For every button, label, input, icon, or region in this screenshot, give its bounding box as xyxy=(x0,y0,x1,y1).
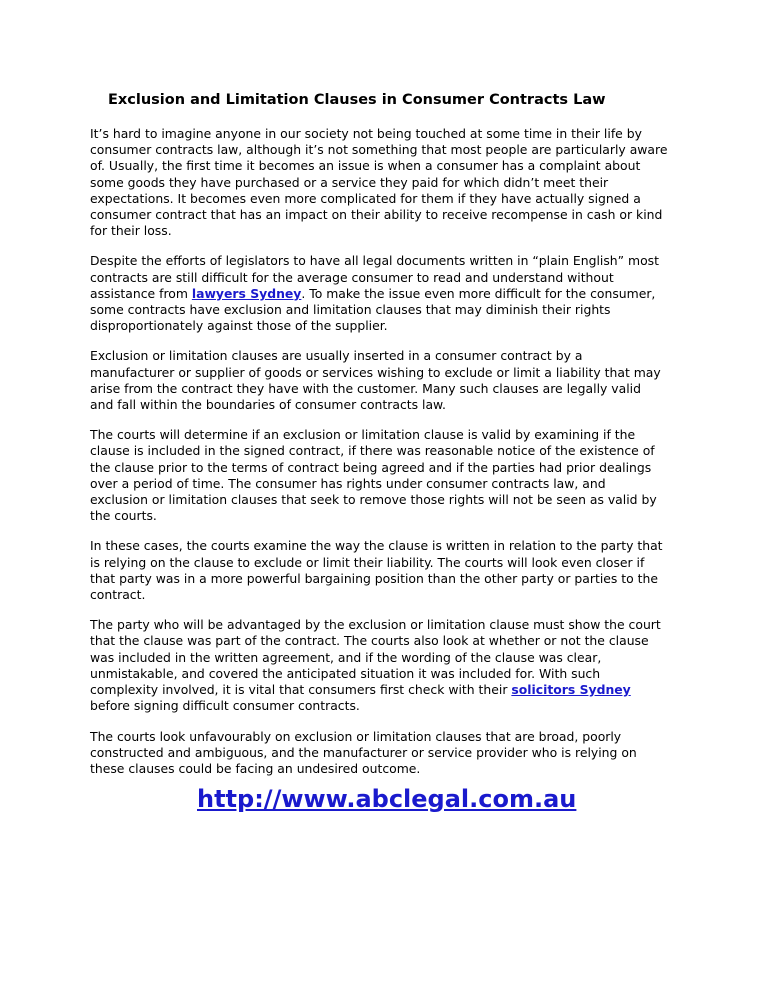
paragraph-line: clause is included in the signed contract, if there was reasonable notice of the existence of xyxy=(90,443,655,459)
paragraph-line: over a period of time. The consumer has rights under consumer contracts law, and xyxy=(90,475,606,491)
text-segment: . To make the issue even more difficult for the consumer, xyxy=(301,285,656,301)
paragraph-line: before signing difficult consumer contracts. xyxy=(90,698,360,714)
paragraph-line: these clauses could be facing an undesired outcome. xyxy=(90,760,421,776)
paragraph-line: The courts will determine if an exclusion or limitation clause is valid by examining if the xyxy=(90,427,636,443)
paragraph-line: was included in the written agreement, and if the wording of the clause was clear, xyxy=(90,649,602,665)
paragraph-line: manufacturer or supplier of goods or services wishing to exclude or limit a liability that may xyxy=(90,364,661,380)
paragraph-line: Despite the efforts of legislators to have all legal documents written in “plain English” most xyxy=(90,253,659,269)
paragraph-line: exclusion or limitation clauses that seek to remove those rights will not be seen as valid by xyxy=(90,492,657,508)
paragraph-line: some contracts have exclusion and limitation clauses that may diminish their rights xyxy=(90,302,611,318)
paragraph-line: that party was in a more powerful bargaining position than the other party or parties to the xyxy=(90,570,658,586)
lawyers-sydney-link[interactable]: lawyers Sydney xyxy=(191,285,302,301)
paragraph-line: the courts. xyxy=(90,508,157,524)
paragraph-line: is relying on the clause to exclude or limit their liability. The courts will look even closer if xyxy=(90,554,645,570)
paragraph-line: of. Usually, the first time it becomes an issue is when a consumer has a complaint about xyxy=(90,158,641,174)
paragraph-6 xyxy=(90,617,682,714)
paragraph-line-with-link xyxy=(90,682,682,698)
paragraph-line: contracts are still difficult for the average consumer to read and understand without xyxy=(90,269,614,285)
paragraph-line: The courts look unfavourably on exclusion or limitation clauses that are broad, poorly xyxy=(90,728,622,744)
paragraph-line: unmistakable, and covered the anticipated situation it was included for. With such xyxy=(90,665,601,681)
text-segment: assistance from xyxy=(90,285,192,301)
paragraph-line: contract. xyxy=(90,587,146,603)
paragraph-line: some goods they have purchased or a service they paid for which didn’t meet their xyxy=(90,174,609,190)
paragraph-line: and fall within the boundaries of consumer contracts law. xyxy=(90,397,446,413)
document-title: Exclusion and Limitation Clauses in Consumer Contracts Law xyxy=(108,92,606,108)
paragraph-line: arise from the contract they have with the customer. Many such clauses are legally valid xyxy=(90,380,641,396)
paragraph-4 xyxy=(90,427,682,524)
paragraph-line: It’s hard to imagine anyone in our society not being touched at some time in their life by xyxy=(90,126,642,141)
paragraph-line: the clause prior to the terms of contract being agreed and if the parties had prior dealings xyxy=(90,459,652,475)
solicitors-sydney-link[interactable]: solicitors Sydney xyxy=(511,682,631,698)
paragraph-line: constructed and ambiguous, and the manufacturer or service provider who is relying on xyxy=(90,744,637,760)
paragraph-line: disproportionately against those of the supplier. xyxy=(90,318,388,334)
paragraph-3 xyxy=(90,348,682,413)
paragraph-line: that the clause was part of the contract. The courts also look at whether or not the clause xyxy=(90,633,649,649)
paragraph-line: consumer contract that has an impact on their ability to receive recompense in cash or kind xyxy=(90,207,663,223)
paragraph-line: consumer contracts law, although it’s not something that most people are particularly aware xyxy=(90,142,668,158)
paragraph-line: In these cases, the courts examine the way the clause is written in relation to the party that xyxy=(90,538,663,554)
paragraph-7 xyxy=(90,729,682,778)
text-segment: complexity involved, it is vital that consumers first check with their xyxy=(90,682,512,698)
paragraph-2 xyxy=(90,253,682,334)
paragraph-line: expectations. It becomes even more complicated for them if they have actually signed a xyxy=(90,190,641,206)
paragraph-1 xyxy=(90,126,682,239)
document-body xyxy=(90,126,682,791)
paragraph-line-with-link xyxy=(90,286,682,302)
website-url-link[interactable]: http://www.abclegal.com.au xyxy=(197,785,577,813)
paragraph-5 xyxy=(90,538,682,603)
paragraph-line: The party who will be advantaged by the exclusion or limitation clause must show the court xyxy=(90,617,661,633)
paragraph-line: for their loss. xyxy=(90,223,172,239)
paragraph-line: Exclusion or limitation clauses are usually inserted in a consumer contract by a xyxy=(90,348,583,364)
